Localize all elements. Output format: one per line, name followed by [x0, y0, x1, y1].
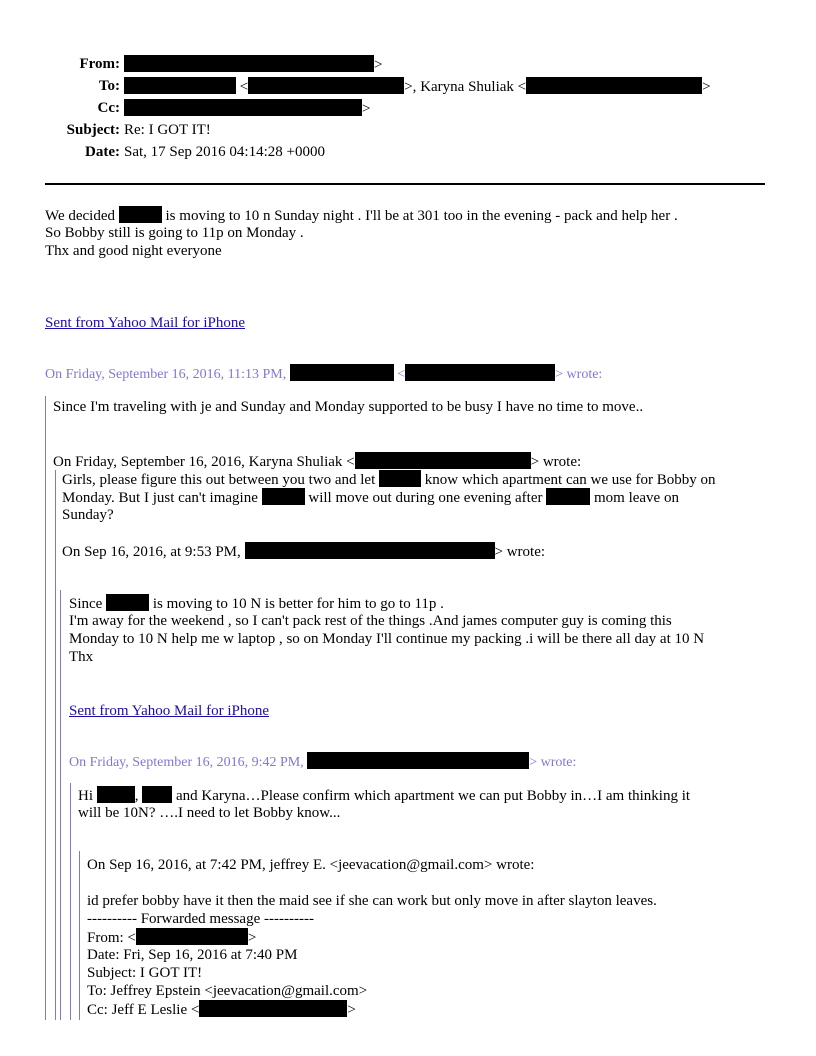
redaction-box — [248, 77, 404, 94]
body-text: is moving to 10 N is better for him to go to 11p . — [152, 596, 444, 612]
redaction-box — [262, 488, 305, 505]
quote3-attribution — [62, 542, 545, 561]
subject-value: Re: I GOT IT! — [124, 122, 211, 138]
attribution-text: On Friday, September 16, 2016, 11:13 PM, — [45, 367, 287, 382]
date-value: Sat, 17 Sep 2016 04:14:28 +0000 — [124, 144, 325, 160]
quote1-text: Since I'm traveling with je and Sunday and Monday supported to be busy I have no time to move.. — [53, 399, 644, 415]
attribution-text: On Friday, September 16, 2016, Karyna Shuliak < — [53, 454, 355, 470]
body-text: Girls, please figure this out between you two and let — [62, 472, 376, 488]
body-text: Monday. But I just can't imagine — [62, 490, 258, 506]
body-text: is moving to 10 n Sunday night . I'll be at 301 too in the evening - pack and help her . — [165, 208, 678, 224]
yahoo-mail-link[interactable]: Sent from Yahoo Mail for iPhone — [69, 703, 269, 719]
fwd-from-text: From: < — [87, 930, 136, 946]
quote2-line-2 — [62, 488, 679, 507]
body-line-3: Thx and good night everyone — [45, 243, 222, 259]
redaction-box — [124, 77, 236, 94]
quote4-line-2: will be 10N? ….I need to let Bobby know... — [78, 805, 341, 821]
redaction-box — [307, 752, 529, 769]
to-value: < >, Karyna Shuliak < > — [124, 77, 711, 96]
quote3-line-3: Monday to 10 N help me w laptop , so on Monday I'll continue my packing .i will be there all day at 10 N — [69, 631, 705, 647]
body-text: and Karyna…Please confirm which apartment we can put Bobby in…I am thinking it — [176, 788, 691, 804]
quote2-line-1 — [62, 470, 716, 489]
body-line-1 — [45, 206, 678, 225]
body-text: Since — [69, 596, 103, 612]
redaction-box — [355, 452, 531, 469]
body-text: , — [134, 788, 139, 804]
quote2-attribution — [53, 452, 581, 471]
attribution-text: > wrote: — [494, 544, 546, 560]
redaction-box — [546, 488, 590, 505]
forwarded-marker: ---------- Forwarded message ---------- — [87, 911, 314, 927]
body-text: will move out during one evening after — [308, 490, 543, 506]
quote1-attribution: On Friday, September 16, 2016, 11:13 PM, < > wrote: — [45, 364, 602, 384]
quote-bar — [79, 851, 80, 1020]
attribution-text: > wrote: — [529, 755, 577, 770]
redaction-box — [106, 594, 149, 611]
redaction-box — [124, 99, 362, 116]
cc-label: Cc: — [97, 100, 120, 116]
redaction-box — [379, 470, 421, 487]
quote3-line-4: Thx — [69, 649, 94, 665]
redaction-box — [526, 77, 702, 94]
fwd-cc-text: > — [347, 1002, 356, 1018]
fwd-from-text: > — [247, 930, 257, 946]
fwd-subject: Subject: I GOT IT! — [87, 965, 203, 981]
redaction-box — [245, 542, 495, 559]
redaction-box — [290, 364, 394, 381]
header-divider — [45, 183, 765, 185]
redaction-box — [142, 786, 172, 803]
body-text: We decided — [45, 208, 116, 224]
attribution-text: On Friday, September 16, 2016, 9:42 PM, — [69, 755, 304, 770]
redaction-box — [97, 786, 135, 803]
redaction-box — [405, 364, 555, 381]
quote3-line-2: I'm away for the weekend , so I can't pack rest of the things .And james computer guy is coming this — [69, 613, 672, 629]
fwd-cc — [87, 1000, 356, 1019]
quote2-line-3: Sunday? — [62, 507, 114, 523]
subject-label: Subject: — [66, 122, 120, 138]
redaction-box — [199, 1000, 347, 1017]
attribution-text: > wrote: — [530, 454, 582, 470]
fwd-from — [87, 928, 256, 947]
from-value: > — [124, 55, 382, 74]
cc-value: > — [124, 99, 370, 118]
date-label: Date: — [85, 144, 120, 160]
fwd-date: Date: Fri, Sep 16, 2016 at 7:40 PM — [87, 947, 298, 963]
fwd-cc-text: Cc: Jeff E Leslie < — [87, 1002, 200, 1018]
quote4-line-1 — [78, 786, 690, 805]
quote3-line-1 — [69, 594, 444, 613]
to-label: To: — [98, 78, 120, 94]
quote-bar — [70, 783, 71, 1020]
quote-bar — [55, 470, 56, 1020]
to-name2: Karyna Shuliak — [420, 79, 514, 95]
quote5-line-1: id prefer bobby have it then the maid see if she can work but only move in after slayton leaves. — [87, 893, 657, 909]
quote4-attribution — [69, 752, 576, 772]
yahoo-mail-link[interactable]: Sent from Yahoo Mail for iPhone — [45, 315, 245, 331]
quote5-attribution: On Sep 16, 2016, at 7:42 PM, jeffrey E. <jeevacation@gmail.com> wrote: — [87, 857, 535, 873]
redaction-box — [136, 928, 248, 945]
body-text: mom leave on — [593, 490, 679, 506]
quote-bar — [45, 396, 46, 1020]
redaction-box — [124, 55, 374, 72]
attribution-text: On Sep 16, 2016, at 9:53 PM, — [62, 544, 241, 560]
redaction-box — [119, 206, 162, 223]
body-text: Hi — [78, 788, 93, 804]
quote-bar — [60, 590, 61, 1020]
fwd-to: To: Jeffrey Epstein <jeevacation@gmail.com> — [87, 983, 368, 999]
body-line-2: So Bobby still is going to 11p on Monday . — [45, 225, 304, 241]
body-text: know which apartment can we use for Bobby on — [424, 472, 716, 488]
attribution-text: wrote: — [566, 367, 603, 382]
from-label: From: — [79, 56, 120, 72]
